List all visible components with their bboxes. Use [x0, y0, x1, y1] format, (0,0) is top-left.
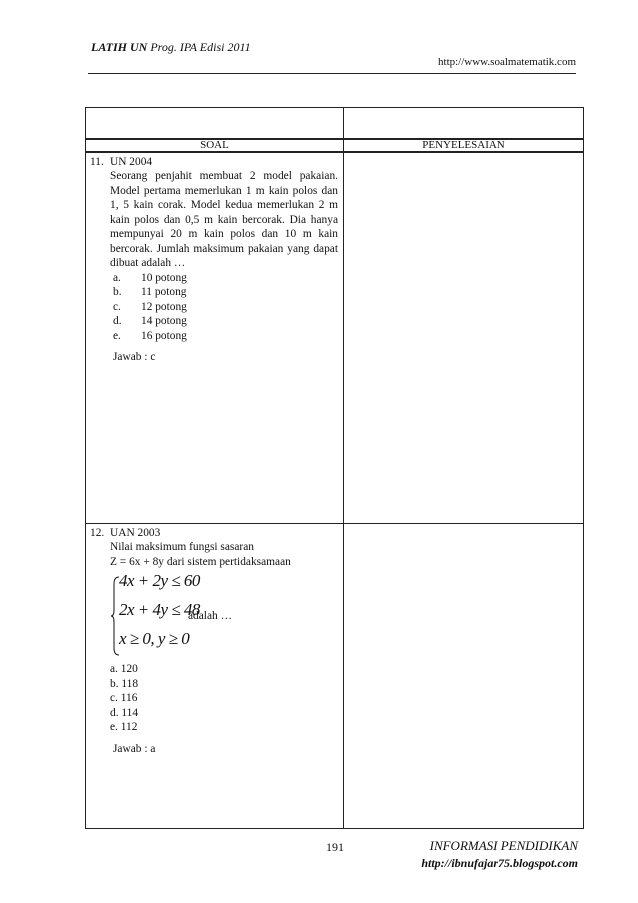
question-text: Seorang penjahit membuat 2 model pakaian. Model pertama memerlukan 1 m kain polos dan 1, 5 kain corak. Model kedua memerlukan 2 m kain polos dan 0,5 m kain bercorak. Dia hanya mempunyai 20 m kain polos dan 10 m kain bercorak. Jumlah maksimum pakaian yang dapat dibuat adalah … [110, 170, 338, 270]
question-number: 11. [90, 155, 104, 168]
blank-row [86, 108, 584, 139]
blank-cell-left [86, 108, 344, 139]
option-item: d. 114 [110, 706, 139, 719]
question-number: 12. [90, 526, 105, 539]
option-letter: a. [113, 271, 121, 284]
footer-blog-url: http://ibnufajar75.blogspot.com [421, 856, 578, 870]
answer-text: Jawab : c [113, 351, 156, 364]
header-url: http://www.soalmatematik.com [438, 56, 576, 68]
question-source: UN 2004 [110, 155, 153, 168]
inequality-system [110, 572, 338, 662]
question-source: UAN 2003 [110, 526, 161, 539]
option-item [110, 300, 338, 315]
inequality-line: x ≥ 0, y ≥ 0 [119, 629, 190, 649]
option-item: c. 116 [110, 692, 138, 705]
option-text: 12 potong [141, 300, 187, 313]
solution-cell [344, 523, 584, 828]
column-header-row [86, 139, 584, 152]
solution-cell [344, 152, 584, 524]
option-item [110, 314, 338, 329]
option-item: a. 120 [110, 663, 138, 676]
header-title-bold: LATIH UN [91, 40, 148, 54]
question-cell [86, 152, 344, 524]
question-suffix: adalah … [188, 610, 232, 623]
option-letter: d. [113, 315, 122, 328]
option-item [110, 285, 338, 300]
column-header-soal: SOAL [86, 139, 344, 152]
option-text: 16 potong [141, 329, 187, 342]
question-line: Z = 6x + 8y dari sistem pertidaksamaan [110, 555, 291, 568]
question-row [86, 152, 584, 524]
option-item: b. 118 [110, 677, 139, 690]
option-item: e. 112 [110, 721, 138, 734]
column-header-penyelesaian: PENYELESAIAN [344, 139, 584, 152]
question-cell [86, 523, 344, 828]
option-letter: b. [113, 286, 122, 299]
header-title [91, 40, 251, 55]
option-text: 10 potong [141, 271, 187, 284]
answer-text: Jawab : a [113, 742, 156, 755]
blank-cell-right [344, 108, 584, 139]
question-body [110, 526, 338, 757]
header-title-rest: Prog. IPA Edisi 2011 [147, 40, 251, 54]
option-item [110, 329, 338, 344]
footer-info: INFORMASI PENDIDIKAN [429, 838, 578, 853]
question-row [86, 523, 584, 828]
page-number: 191 [326, 840, 344, 854]
inequality-line: 2x + 4y ≤ 48 [119, 600, 200, 620]
question-body [110, 155, 338, 365]
option-list [110, 271, 338, 344]
option-text: 14 potong [141, 315, 187, 328]
option-text: 11 potong [141, 286, 187, 299]
option-letter: e. [113, 329, 121, 342]
header-divider [88, 73, 576, 74]
worksheet-table [85, 107, 584, 829]
option-list [110, 662, 338, 735]
option-item [110, 271, 338, 286]
inequality-line: 4x + 2y ≤ 60 [119, 571, 200, 591]
option-letter: c. [113, 300, 121, 313]
question-line: Nilai maksimum fungsi sasaran [110, 541, 254, 554]
